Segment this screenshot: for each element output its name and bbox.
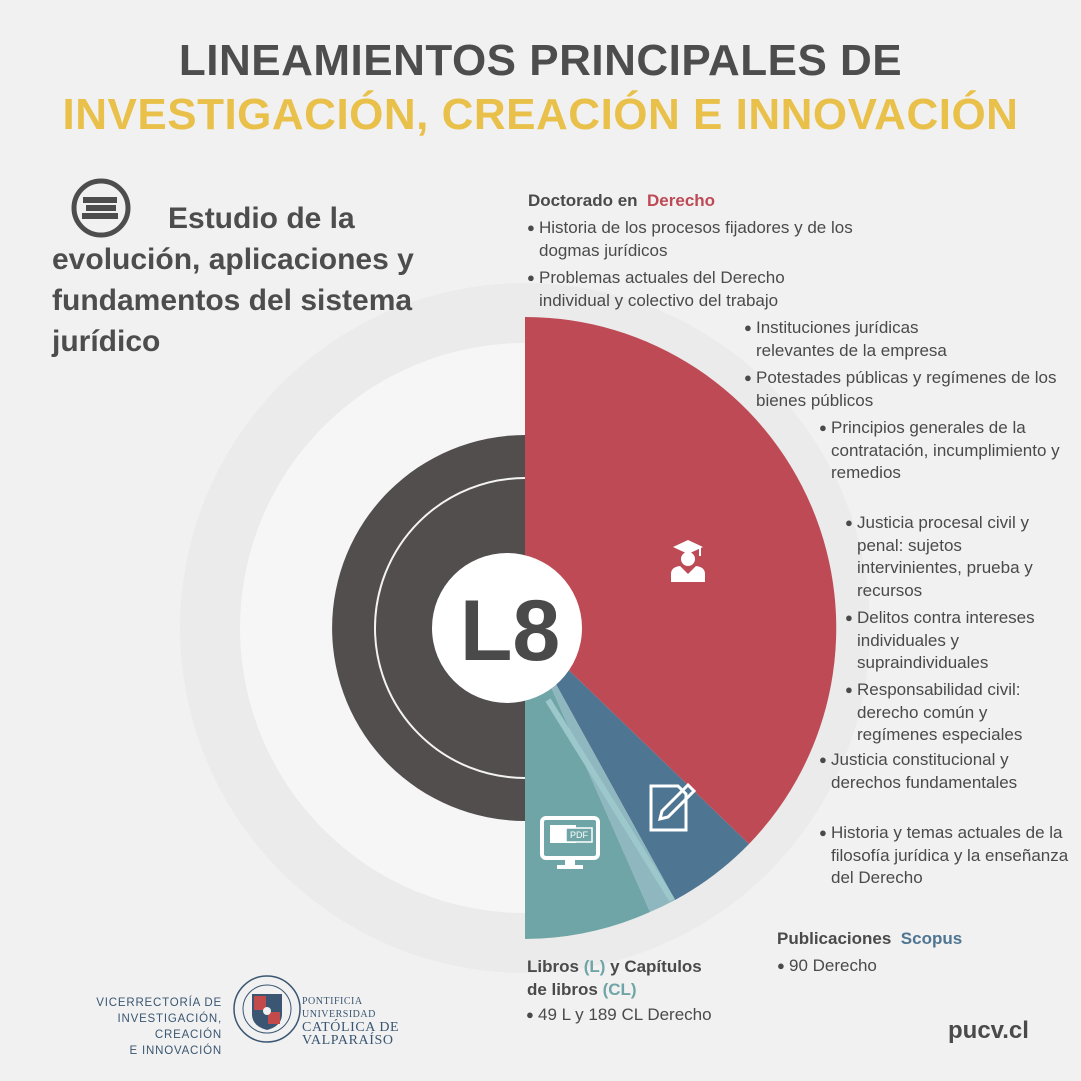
doctorado-item: ● Instituciones jurídicas relevantes de la empresa	[744, 318, 947, 360]
doctorado-item: ● Principios generales de la contratación, incumplimiento y remedios	[819, 418, 1060, 482]
libros-title: Libros (L) y Capítulos de libros (CL)	[527, 957, 702, 999]
libros-item: ● 49 L y 189 CL Derecho	[526, 1005, 712, 1024]
svg-text:PDF: PDF	[570, 830, 588, 840]
doctorado-item: ● Historia de los procesos fijadores y de los dogmas jurídicos	[527, 218, 853, 260]
doctorado-title-text: Doctorado en	[528, 191, 638, 210]
page-title-line-1: LINEAMIENTOS PRINCIPALES DE	[178, 36, 903, 85]
site-url[interactable]: pucv.cl	[948, 1017, 1029, 1044]
doctorado-item: ● Historia y temas actuales de la filosofía jurídica y la enseñanza del Derecho	[819, 823, 1069, 887]
doctorado-title-accent: Derecho	[647, 191, 716, 210]
university-seal	[234, 976, 300, 1042]
line-description-heading: Estudio de la evolución, aplicaciones y fundamentos del sistema jurídico	[52, 202, 414, 358]
doctorado-item: ● Justicia procesal civil y penal: sujetos intervinientes, prueba y recursos	[845, 513, 1033, 600]
publicaciones-title-accent: Scopus	[900, 929, 963, 948]
publicaciones-title-text: Publicaciones	[777, 929, 892, 948]
university-logo-text: PONTIFICIA UNIVERSIDAD CATÓLICA DE VALPARAÍSO	[302, 996, 400, 1048]
publicaciones-title	[777, 929, 962, 949]
publicaciones-item: ● 90 Derecho	[777, 956, 877, 975]
center-label: L8	[459, 583, 561, 679]
doctorado-item: ● Problemas actuales del Derecho individual y colectivo del trabajo	[527, 268, 785, 310]
doctorado-item: ● Potestades públicas y regímenes de los bienes públicos	[744, 368, 1057, 410]
doctorado-item: ● Justicia constitucional y derechos fundamentales	[819, 750, 1018, 792]
vicerrectoria-label: VICERRECTORÍA DE INVESTIGACIÓN, CREACIÓN E INNOVACIÓN	[96, 997, 222, 1057]
doctorado-title	[528, 191, 715, 211]
doctorado-item: ● Responsabilidad civil: derecho común y regímenes especiales	[845, 680, 1023, 744]
page-title-line-2: INVESTIGACIÓN, CREACIÓN E INNOVACIÓN	[62, 90, 1019, 139]
doctorado-item: ● Delitos contra intereses individuales y supraindividuales	[845, 608, 1035, 672]
